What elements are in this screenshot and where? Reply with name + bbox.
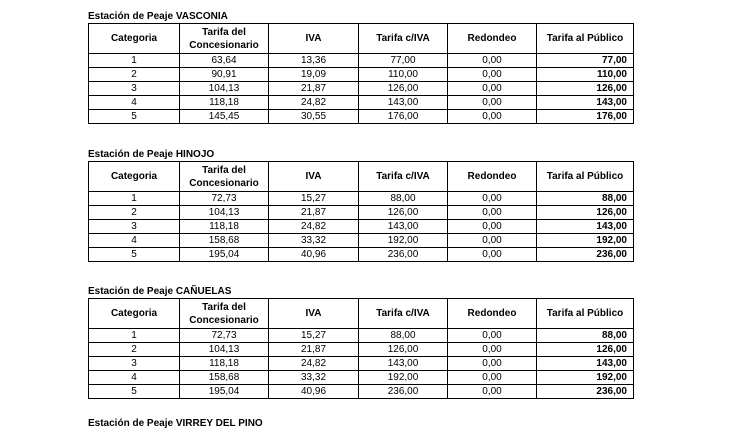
table-row xyxy=(89,192,634,206)
table-cell: 143,00 xyxy=(537,357,634,371)
table-cell: 104,13 xyxy=(180,343,269,357)
table-row xyxy=(89,82,634,96)
table-cell: 77,00 xyxy=(537,54,634,68)
column-header: IVA xyxy=(269,299,359,329)
table-cell: 143,00 xyxy=(359,96,448,110)
column-header: Tarifa c/IVA xyxy=(359,299,448,329)
table-cell: 236,00 xyxy=(537,248,634,262)
table-cell: 126,00 xyxy=(537,206,634,220)
table-cell: 0,00 xyxy=(448,110,537,124)
table-cell: 0,00 xyxy=(448,220,537,234)
column-header: Tarifa del Concesionario xyxy=(180,299,269,329)
table-cell: 4 xyxy=(89,371,180,385)
table-cell: 192,00 xyxy=(359,371,448,385)
table-cell: 126,00 xyxy=(359,343,448,357)
table-cell: 5 xyxy=(89,248,180,262)
table-row xyxy=(89,96,634,110)
table-cell: 2 xyxy=(89,206,180,220)
table-cell: 88,00 xyxy=(537,192,634,206)
table-cell: 0,00 xyxy=(448,371,537,385)
table-row xyxy=(89,357,634,371)
column-header: Categoria xyxy=(89,162,180,192)
table-cell: 104,13 xyxy=(180,206,269,220)
table-header-row xyxy=(89,299,634,329)
table-cell: 110,00 xyxy=(537,68,634,82)
table-row xyxy=(89,110,634,124)
table-cell: 126,00 xyxy=(359,82,448,96)
table-row xyxy=(89,234,634,248)
column-header: Tarifa al Público xyxy=(537,162,634,192)
column-header: IVA xyxy=(269,24,359,54)
table-cell: 0,00 xyxy=(448,82,537,96)
table-cell: 21,87 xyxy=(269,82,359,96)
table-cell: 0,00 xyxy=(448,343,537,357)
table-cell: 0,00 xyxy=(448,234,537,248)
table-cell: 24,82 xyxy=(269,357,359,371)
table-cell: 143,00 xyxy=(359,357,448,371)
column-header: Categoria xyxy=(89,299,180,329)
table-cell: 158,68 xyxy=(180,234,269,248)
table-cell: 30,55 xyxy=(269,110,359,124)
table-cell: 143,00 xyxy=(537,220,634,234)
station-section xyxy=(88,149,634,262)
table-cell: 24,82 xyxy=(269,220,359,234)
table-cell: 110,00 xyxy=(359,68,448,82)
table-cell: 5 xyxy=(89,110,180,124)
table-cell: 40,96 xyxy=(269,248,359,262)
table-row xyxy=(89,329,634,343)
table-cell: 0,00 xyxy=(448,68,537,82)
table-cell: 118,18 xyxy=(180,220,269,234)
column-header: Categoria xyxy=(89,24,180,54)
table-cell: 72,73 xyxy=(180,192,269,206)
table-row xyxy=(89,371,634,385)
table-cell: 33,32 xyxy=(269,234,359,248)
table-cell: 1 xyxy=(89,329,180,343)
station-title: Estación de Peaje VASCONIA xyxy=(88,11,228,22)
column-header: IVA xyxy=(269,162,359,192)
table-cell: 3 xyxy=(89,357,180,371)
table-row xyxy=(89,68,634,82)
table-cell: 3 xyxy=(89,220,180,234)
table-cell: 118,18 xyxy=(180,357,269,371)
table-cell: 176,00 xyxy=(537,110,634,124)
table-cell: 88,00 xyxy=(537,329,634,343)
table-cell: 0,00 xyxy=(448,96,537,110)
table-cell: 15,27 xyxy=(269,329,359,343)
table-cell: 143,00 xyxy=(537,96,634,110)
column-header: Tarifa al Público xyxy=(537,299,634,329)
table-cell: 0,00 xyxy=(448,192,537,206)
table-cell: 4 xyxy=(89,96,180,110)
table-cell: 0,00 xyxy=(448,357,537,371)
table-cell: 126,00 xyxy=(537,343,634,357)
column-header: Tarifa al Público xyxy=(537,24,634,54)
table-row xyxy=(89,54,634,68)
table-cell: 126,00 xyxy=(359,206,448,220)
partial-section-title: Estación de Peaje VIRREY DEL PINO xyxy=(88,418,263,429)
table-cell: 90,91 xyxy=(180,68,269,82)
tariff-table xyxy=(88,23,634,124)
table-header-row xyxy=(89,162,634,192)
table-row xyxy=(89,248,634,262)
table-cell: 145,45 xyxy=(180,110,269,124)
table-cell: 1 xyxy=(89,192,180,206)
table-cell: 21,87 xyxy=(269,343,359,357)
table-cell: 0,00 xyxy=(448,385,537,399)
tariff-table xyxy=(88,161,634,262)
table-cell: 2 xyxy=(89,68,180,82)
column-header: Tarifa del Concesionario xyxy=(180,162,269,192)
table-cell: 104,13 xyxy=(180,82,269,96)
table-cell: 63,64 xyxy=(180,54,269,68)
table-cell: 24,82 xyxy=(269,96,359,110)
table-cell: 13,36 xyxy=(269,54,359,68)
table-cell: 77,00 xyxy=(359,54,448,68)
table-cell: 143,00 xyxy=(359,220,448,234)
table-cell: 72,73 xyxy=(180,329,269,343)
table-cell: 0,00 xyxy=(448,329,537,343)
table-row xyxy=(89,385,634,399)
table-cell: 158,68 xyxy=(180,371,269,385)
column-header: Redondeo xyxy=(448,24,537,54)
table-cell: 21,87 xyxy=(269,206,359,220)
table-cell: 3 xyxy=(89,82,180,96)
table-cell: 195,04 xyxy=(180,248,269,262)
table-cell: 1 xyxy=(89,54,180,68)
table-cell: 118,18 xyxy=(180,96,269,110)
table-cell: 126,00 xyxy=(537,82,634,96)
tariff-table xyxy=(88,298,634,399)
table-cell: 88,00 xyxy=(359,192,448,206)
table-cell: 192,00 xyxy=(359,234,448,248)
column-header: Redondeo xyxy=(448,299,537,329)
table-cell: 4 xyxy=(89,234,180,248)
table-cell: 15,27 xyxy=(269,192,359,206)
column-header: Tarifa del Concesionario xyxy=(180,24,269,54)
station-title: Estación de Peaje CAÑUELAS xyxy=(88,286,232,297)
table-cell: 2 xyxy=(89,343,180,357)
table-cell: 19,09 xyxy=(269,68,359,82)
column-header: Tarifa c/IVA xyxy=(359,24,448,54)
table-cell: 88,00 xyxy=(359,329,448,343)
station-section xyxy=(88,11,634,124)
table-cell: 236,00 xyxy=(537,385,634,399)
table-cell: 192,00 xyxy=(537,371,634,385)
table-cell: 33,32 xyxy=(269,371,359,385)
column-header: Tarifa c/IVA xyxy=(359,162,448,192)
table-cell: 236,00 xyxy=(359,385,448,399)
table-row xyxy=(89,206,634,220)
table-cell: 0,00 xyxy=(448,54,537,68)
table-row xyxy=(89,343,634,357)
table-cell: 236,00 xyxy=(359,248,448,262)
column-header: Redondeo xyxy=(448,162,537,192)
table-cell: 192,00 xyxy=(537,234,634,248)
table-row xyxy=(89,220,634,234)
station-title: Estación de Peaje HINOJO xyxy=(88,149,215,160)
station-section xyxy=(88,286,634,399)
table-cell: 176,00 xyxy=(359,110,448,124)
table-cell: 195,04 xyxy=(180,385,269,399)
table-cell: 40,96 xyxy=(269,385,359,399)
table-header-row xyxy=(89,24,634,54)
table-cell: 5 xyxy=(89,385,180,399)
table-cell: 0,00 xyxy=(448,248,537,262)
table-cell: 0,00 xyxy=(448,206,537,220)
